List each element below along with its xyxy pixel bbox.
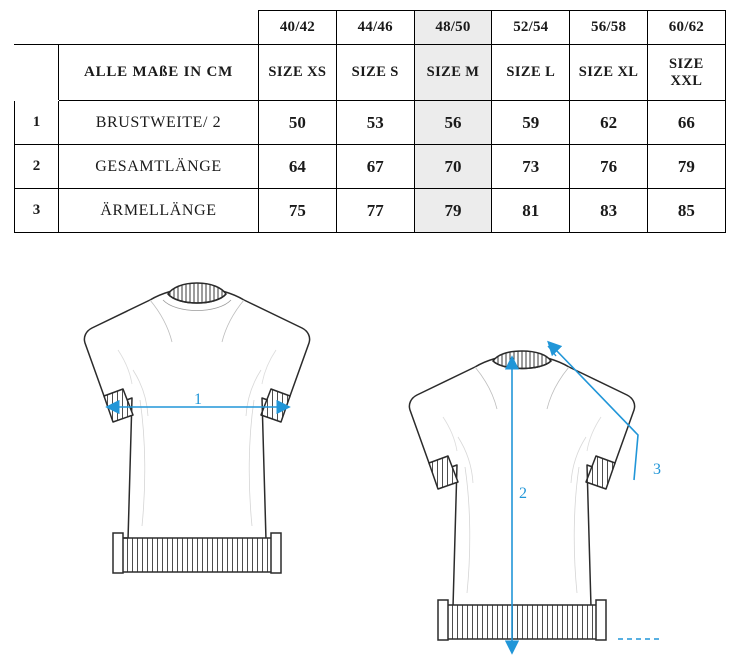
row-index-2: 2 (15, 145, 59, 189)
garment-illustration-svg (0, 250, 739, 671)
row-name-gesamtlaenge: GESAMTLÄNGE (59, 145, 259, 189)
row-2-value-xs: 64 (259, 145, 337, 189)
garment-illustrations (0, 250, 739, 671)
sleeve-measure-label: 3 (653, 461, 661, 478)
eu-size-44-46: 44/46 (336, 11, 414, 45)
row-2-value-xl: 76 (570, 145, 648, 189)
row-2-value-l: 73 (492, 145, 570, 189)
eu-size-60-62: 60/62 (647, 11, 725, 45)
eu-size-40-42: 40/42 (259, 11, 337, 45)
row-3-value-m: 79 (414, 189, 492, 233)
row-1-value-xxl: 66 (647, 101, 725, 145)
size-name-xl: SIZE XL (570, 45, 648, 101)
measure-unit-label: ALLE MAßE IN CM (59, 45, 259, 101)
row-3-value-xs: 75 (259, 189, 337, 233)
size-chart-table-container (14, 10, 725, 233)
row-3-value-l: 81 (492, 189, 570, 233)
size-chart-table (14, 10, 726, 233)
sleeve-measure-tick (548, 346, 556, 356)
row-1-value-xl: 62 (570, 101, 648, 145)
row-index-1: 1 (15, 101, 59, 145)
row-name-aermellaenge: ÄRMELLÄNGE (59, 189, 259, 233)
table-row (15, 101, 726, 145)
table-row (15, 145, 726, 189)
eu-size-52-54: 52/54 (492, 11, 570, 45)
sweatshirt-front-illustration (84, 283, 309, 573)
row-2-value-s: 67 (336, 145, 414, 189)
eu-size-header-row (15, 11, 726, 45)
row-3-value-s: 77 (336, 189, 414, 233)
size-name-xxl-line1: SIZE (669, 55, 704, 72)
size-name-s: SIZE S (336, 45, 414, 101)
chest-measure-label: 1 (194, 391, 202, 408)
row-2-value-m: 70 (414, 145, 492, 189)
eu-size-56-58: 56/58 (570, 11, 648, 45)
row-3-value-xxl: 85 (647, 189, 725, 233)
size-name-header-row (15, 45, 726, 101)
row-1-value-s: 53 (336, 101, 414, 145)
row-1-value-l: 59 (492, 101, 570, 145)
size-name-xxl-line2: XXL (670, 72, 703, 89)
row-index-3: 3 (15, 189, 59, 233)
size-name-m: SIZE M (414, 45, 492, 101)
spacer-cell-label (59, 11, 259, 45)
row-name-brustweite: BRUSTWEITE/ 2 (59, 101, 259, 145)
table-row (15, 189, 726, 233)
spacer-cell-index (15, 11, 59, 45)
length-measure-label: 2 (519, 485, 527, 502)
row-2-value-xxl: 79 (647, 145, 725, 189)
size-name-xs: SIZE XS (259, 45, 337, 101)
row-3-value-xl: 83 (570, 189, 648, 233)
spacer-cell-index-2 (15, 45, 59, 101)
sweatshirt-back-illustration (409, 346, 661, 642)
size-name-xxl (647, 45, 725, 101)
row-1-value-m: 56 (414, 101, 492, 145)
row-1-value-xs: 50 (259, 101, 337, 145)
size-name-l: SIZE L (492, 45, 570, 101)
eu-size-48-50: 48/50 (414, 11, 492, 45)
